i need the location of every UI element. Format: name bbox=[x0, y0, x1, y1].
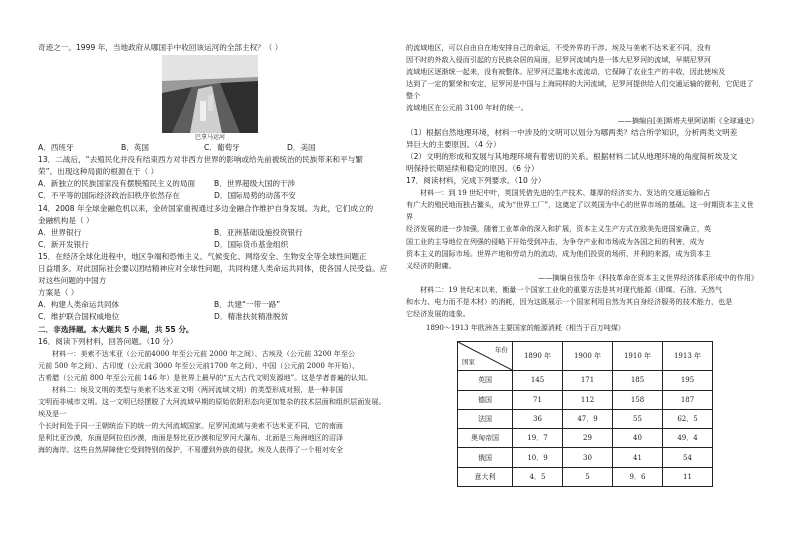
section-heading: 二．非选择题。本大题共 5 小题，共 55 分。 bbox=[38, 324, 194, 334]
q14-line: 金融机构是（ ） bbox=[38, 215, 94, 225]
q15-line: 15．在经济全球化进程中，地区争端和恐怖主义、气候变化、网络安全、生物安全等全球性问题正 bbox=[38, 251, 367, 261]
material-line: 元前 500 年之间）、古印度（公元前 3000 年至公元前1700 年之间）、中国（公元前 2000 年开始）、 bbox=[38, 360, 360, 370]
left-column bbox=[38, 42, 390, 457]
table-row bbox=[458, 467, 713, 486]
q16-sub1: 异巨大的主要原因。（4 分） bbox=[406, 139, 501, 149]
option-c: C．维护联合国权威地位 bbox=[38, 312, 120, 322]
q16-sub2: （2）文明的形成和发展与其地理环境有着密切的关系。根据材料二试从地理环境的角度简析埃及文 bbox=[406, 151, 738, 161]
value-cell: 55 bbox=[613, 409, 663, 428]
value-cell: 30 bbox=[563, 448, 613, 467]
figure bbox=[162, 55, 258, 142]
option-a: A．新独立的民族国家没有摆脱殖民主义的局面 bbox=[38, 179, 196, 189]
q13-line: 13．二战后，“去殖民化并没有结束西方对非西方世界的影响或给先前被统治的民族带来和平与繁 bbox=[38, 155, 363, 165]
table-row bbox=[458, 390, 713, 409]
q14-options bbox=[38, 227, 390, 251]
country-cell: 英国 bbox=[458, 371, 513, 390]
q16-sub1: （1）根据自然地理环境，材料一中涉及的文明可以划分为哪两类？结合所学知识，分析两类文明差 bbox=[406, 127, 738, 137]
value-cell: 29 bbox=[563, 429, 613, 448]
energy-table bbox=[457, 341, 713, 487]
q12-options bbox=[38, 142, 390, 154]
option-d: D．精准扶贫精准脱贫 bbox=[214, 312, 289, 322]
option-c: C．不平等的国际经济政治旧秩序依然存在 bbox=[38, 191, 180, 201]
corner-year-label: 年份 bbox=[495, 346, 508, 355]
country-cell: 俄国 bbox=[458, 448, 513, 467]
material-line: 材料一：美索不达米亚（公元前4000 年至公元前 2000 年之间）、古埃及（公元前 3200 年至公 bbox=[52, 348, 356, 358]
table-row bbox=[458, 371, 713, 390]
value-cell: 4．5 bbox=[513, 467, 563, 486]
material-line: 是利比亚沙漠，东面是阿拉伯沙漠，南面是努比亚沙漠和尼罗河大瀑布，北面是三角洲地区的沼泽 bbox=[38, 433, 344, 443]
value-cell: 171 bbox=[563, 371, 613, 390]
material-line: 因不时的外敌入侵而引起的方民族杂居的局面，尼罗河流域内是一体大尼罗河的流域，早期尼罗河 bbox=[406, 55, 712, 65]
q15-line: 方案是（ ） bbox=[38, 288, 79, 298]
value-cell: 195 bbox=[663, 371, 713, 390]
material-line: 古希腊（公元前 800 年至公元前 146 年）是世界上最早的“五大古代文明发源地”。这是学者普遍的认知。 bbox=[38, 372, 373, 382]
table-row bbox=[458, 448, 713, 467]
material-line: 文明而非城市文明。这一文明已经摆脱了大河流域早期的原始依附形态向更加复杂的技术层面和组织层面发展。埃及是一 bbox=[38, 397, 386, 419]
option-a: A．构建人类命运共同体 bbox=[38, 300, 120, 310]
table-row bbox=[458, 409, 713, 428]
material-line: 的流域地区，可以自由自在地安排自己的命运，不受外界的干涉。埃及与美索不达米亚不同，没有 bbox=[406, 43, 712, 52]
value-cell: 36 bbox=[513, 409, 563, 428]
value-cell: 112 bbox=[563, 390, 613, 409]
q13-line: 荣”。出现这种局面的根源在于（ ） bbox=[38, 167, 159, 177]
option-b: B．亚洲基础设施投资银行 bbox=[214, 227, 303, 237]
value-cell: 41 bbox=[613, 448, 663, 467]
material-line: 海的海岸。这些自然屏障使它受到特别的保护，不易遭到外族的侵扰。埃及人获得了一个相对安全 bbox=[38, 445, 344, 455]
material-line: 流域地区在公元前 3100 年时的统一。 bbox=[406, 103, 528, 113]
country-cell: 法国 bbox=[458, 409, 513, 428]
value-cell: 47．9 bbox=[563, 409, 613, 428]
table-header-row bbox=[458, 342, 713, 371]
photo-caption: 巴拿马运河 bbox=[194, 134, 225, 142]
option-c: C．葡萄牙 bbox=[204, 143, 240, 153]
panama-canal-photo bbox=[162, 55, 258, 133]
option-d: D．国际货币基金组织 bbox=[214, 239, 289, 249]
material-line: 国工业的主导地位在列强的侵略下开始受到冲击，为争夺产业和市场成为各国之间的利害，成为 bbox=[406, 236, 704, 246]
material-line: 经济发展的进一步加强，随着工业革命的深入和扩展，资本主义生产方式在欧美先进国家确立，英 bbox=[406, 224, 712, 234]
value-cell: 9．6 bbox=[613, 467, 663, 486]
option-b: B．英国 bbox=[121, 143, 149, 153]
q13-options bbox=[38, 178, 390, 202]
q15-options bbox=[38, 299, 390, 323]
country-cell: 奥匈帝国 bbox=[458, 429, 513, 448]
value-cell: 54 bbox=[663, 448, 713, 467]
source-citation: ——摘编自[美]斯塔夫里阿诺斯《全球通史》 bbox=[617, 115, 758, 125]
value-cell: 71 bbox=[513, 390, 563, 409]
year-header: 1900 年 bbox=[563, 342, 613, 371]
material-line: 个长时间处于同一王朝统治下的统一的大河流域国家。尼罗河流域与美索不达米亚不同，它的南面 bbox=[38, 421, 344, 431]
option-a: A．西班牙 bbox=[38, 143, 74, 153]
option-b: B．共建“一带一路” bbox=[214, 300, 281, 310]
country-cell: 意大利 bbox=[458, 467, 513, 486]
material-line: 资本主义的国际市场。世界产地和劳动力的流动，成为他们投资的场所，并利的来源，成为资本主 bbox=[406, 248, 712, 258]
material-line: 材料二：19 世纪末以来，衡量一个国家工业化的重要方法是其对现代能源（即煤、石油、天然气 bbox=[420, 284, 723, 294]
material-line: 有广大的殖民地而独占鳌头，成为“世界工厂”，这奠定了以英国为中心的世界市场的基础。这一时期资本主义世界 bbox=[406, 200, 754, 222]
option-b: B．世界超级大国的干涉 bbox=[214, 179, 296, 189]
value-cell: 5 bbox=[563, 467, 613, 486]
year-header: 1913 年 bbox=[663, 342, 713, 371]
value-cell: 40 bbox=[613, 429, 663, 448]
material-line: 它经济发展的迹象。 bbox=[406, 309, 470, 319]
value-cell: 187 bbox=[663, 390, 713, 409]
value-cell: 185 bbox=[613, 371, 663, 390]
value-cell: 19．7 bbox=[513, 429, 563, 448]
q12-stem: 奇迹之一。1999 年，当地政府从哪国手中收回该运河的全部主权？（ ） bbox=[38, 43, 283, 52]
option-d: D．国际局势的动荡不安 bbox=[214, 191, 296, 201]
right-column bbox=[406, 42, 758, 487]
value-cell: 11 bbox=[663, 467, 713, 486]
value-cell: 49．4 bbox=[663, 429, 713, 448]
table-caption: 1890～1913 年欧洲各主要国家的能源消耗（相当于百万吨煤） bbox=[426, 324, 625, 333]
q17-heading: 17．阅读材料，完成下列要求。（10 分） bbox=[406, 176, 546, 186]
year-header: 1910 年 bbox=[613, 342, 663, 371]
q14-line: 14．2008 年全球金融危机以来，金砖国家重视通过多边金融合作维护自身发展。为此，它们成立的 bbox=[38, 203, 374, 213]
value-cell: 158 bbox=[613, 390, 663, 409]
table-row bbox=[458, 429, 713, 448]
material-line: 材料二：埃及文明的类型与美索不达米亚文明（两河流域文明）的类型形成对照，是一种非国 bbox=[52, 384, 343, 394]
value-cell: 145 bbox=[513, 371, 563, 390]
material-line: 和水力、电力而不是木材）的消耗，因为这既展示一个国家利用自然为其自身经济服务的技术能力，也是 bbox=[406, 296, 733, 306]
country-cell: 德国 bbox=[458, 390, 513, 409]
material-line: 材料一：到 19 世纪中叶，英国凭借先进的生产技术、雄厚的经济实力、发达的交通运输和占 bbox=[420, 188, 711, 198]
material-line: 流域地区逐渐统一起来，没有被整体。尼罗河泛滥地水流流动，它保障了农业生产的丰收，因此使埃及 bbox=[406, 67, 726, 77]
source-citation: ——摘编自张岱年《科技革命在资本主义世界经济体系形成中的作用》 bbox=[538, 272, 758, 282]
value-cell: 10．9 bbox=[513, 448, 563, 467]
q15-line: 日益增多。对此国际社会要以团结精神应对全球性问题，共同构建人类命运共同体，使各国人民受益。应对这些问题的中国方 bbox=[38, 264, 388, 286]
value-cell: 62．5 bbox=[663, 409, 713, 428]
q16-sub2: 明保持长期延续和稳定的原因。（6 分） bbox=[406, 163, 539, 173]
year-header: 1890 年 bbox=[513, 342, 563, 371]
option-a: A．世界银行 bbox=[38, 227, 82, 237]
option-d: D．美国 bbox=[287, 143, 316, 153]
material-line: 义经济的附庸。 bbox=[406, 260, 456, 270]
corner-country-label: 国家 bbox=[462, 358, 475, 367]
q16-heading: 16．阅读下列材料，回答问题。（10 分） bbox=[38, 336, 178, 346]
corner-cell bbox=[458, 342, 513, 371]
option-c: C．新开发银行 bbox=[38, 239, 89, 249]
canal-locks-image bbox=[162, 55, 258, 133]
material-line: 达到了一定的繁荣和安定，尼罗河是中国与上海同样的大河流域，尼罗河提供给人们交通运输的便利，它促进了整个 bbox=[406, 79, 754, 101]
